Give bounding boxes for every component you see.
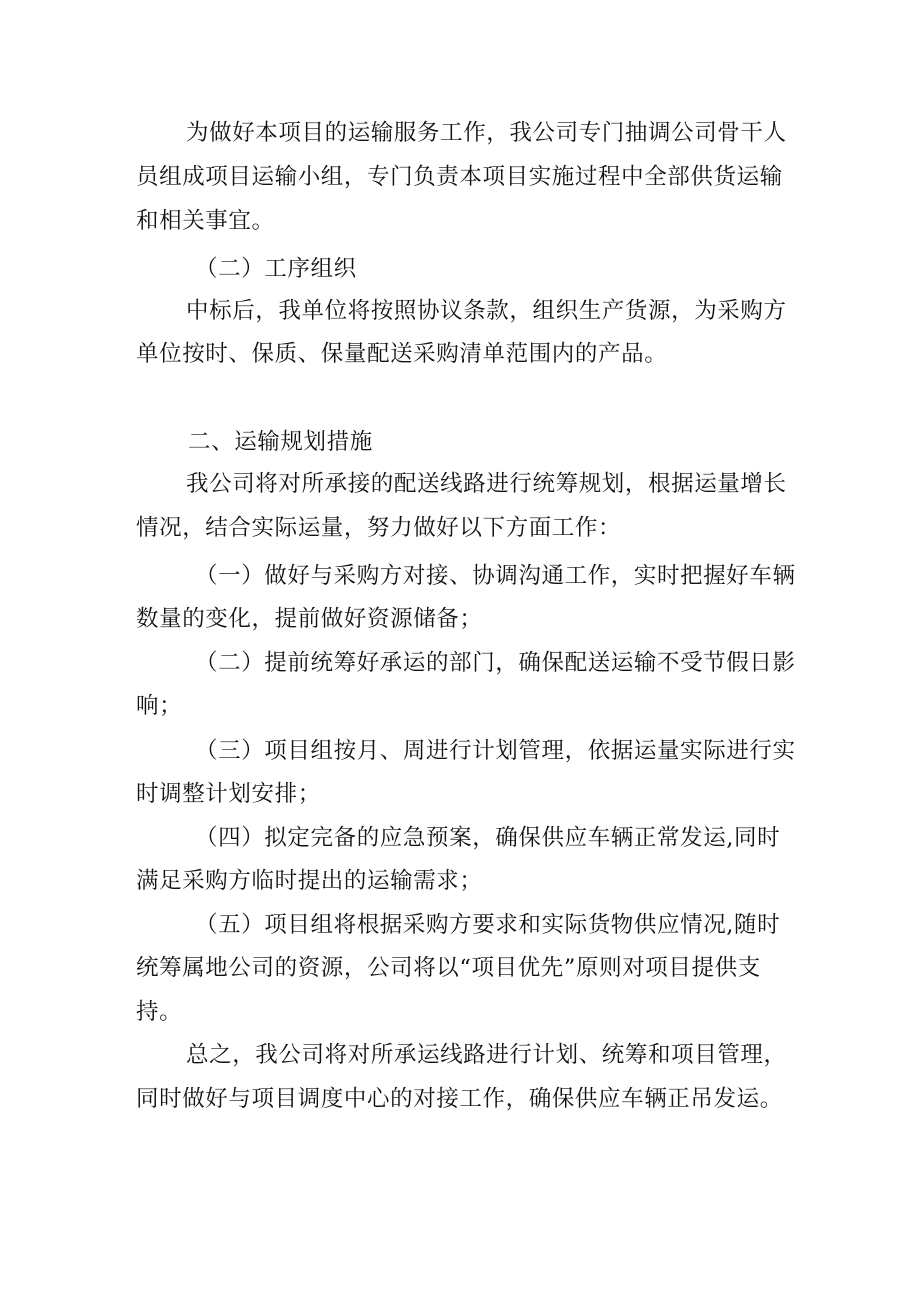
paragraph-line: 我公司将对所承接的配送线路进行统筹规划，根据运量增长: [186, 471, 787, 497]
list-item-line: （四）拟定完备的应急预案，确保供应车辆正常发运,同时: [195, 825, 781, 851]
list-item-line: 满足采购方临时提出的运输需求；: [136, 868, 483, 894]
paragraph-line: 和相关事宜。: [136, 208, 275, 234]
list-item-line: 响；: [136, 693, 183, 719]
list-item-line: 持。: [136, 999, 183, 1025]
paragraph-line: 中标后，我单位将按照协议条款，组织生产货源，为采购方: [186, 298, 787, 324]
paragraph-line: 员组成项目运输小组，专门负责本项目实施过程中全部供货运输: [136, 164, 783, 190]
list-item-line: （五）项目组将根据采购方要求和实际货物供应情况,随时: [195, 912, 781, 938]
paragraph-line: 为做好本项目的运输服务工作，我公司专门抽调公司骨干人: [186, 120, 787, 146]
paragraph-line: 同时做好与项目调度中心的对接工作，确保供应车辆正吊发运。: [136, 1086, 783, 1112]
paragraph-line: 单位按时、保质、保量配送采购清单范围内的产品。: [136, 341, 668, 367]
list-item-line: （一）做好与采购方对接、协调沟通工作，实时把握好车辆: [195, 563, 796, 589]
list-item-line: 时调整计划安排；: [136, 781, 321, 807]
paragraph-line: 总之，我公司将对所承运线路进行计划、统筹和项目管理，: [186, 1042, 787, 1068]
section-heading: （二）工序组织: [195, 256, 357, 282]
list-item-line: 数量的变化，提前做好资源储备；: [136, 606, 483, 632]
list-item-line: 统筹属地公司的资源，公司将以“项目优先”原则对项目提供支: [136, 955, 761, 981]
list-item-line: （三）项目组按月、周进行计划管理，依据运量实际进行实: [195, 738, 796, 764]
list-item-line: （二）提前统筹好承运的部门，确保配送运输不受节假日影: [195, 650, 796, 676]
section-heading: 二、运输规划措施: [188, 429, 373, 455]
paragraph-line: 情况，结合实际运量，努力做好以下方面工作：: [136, 515, 622, 541]
